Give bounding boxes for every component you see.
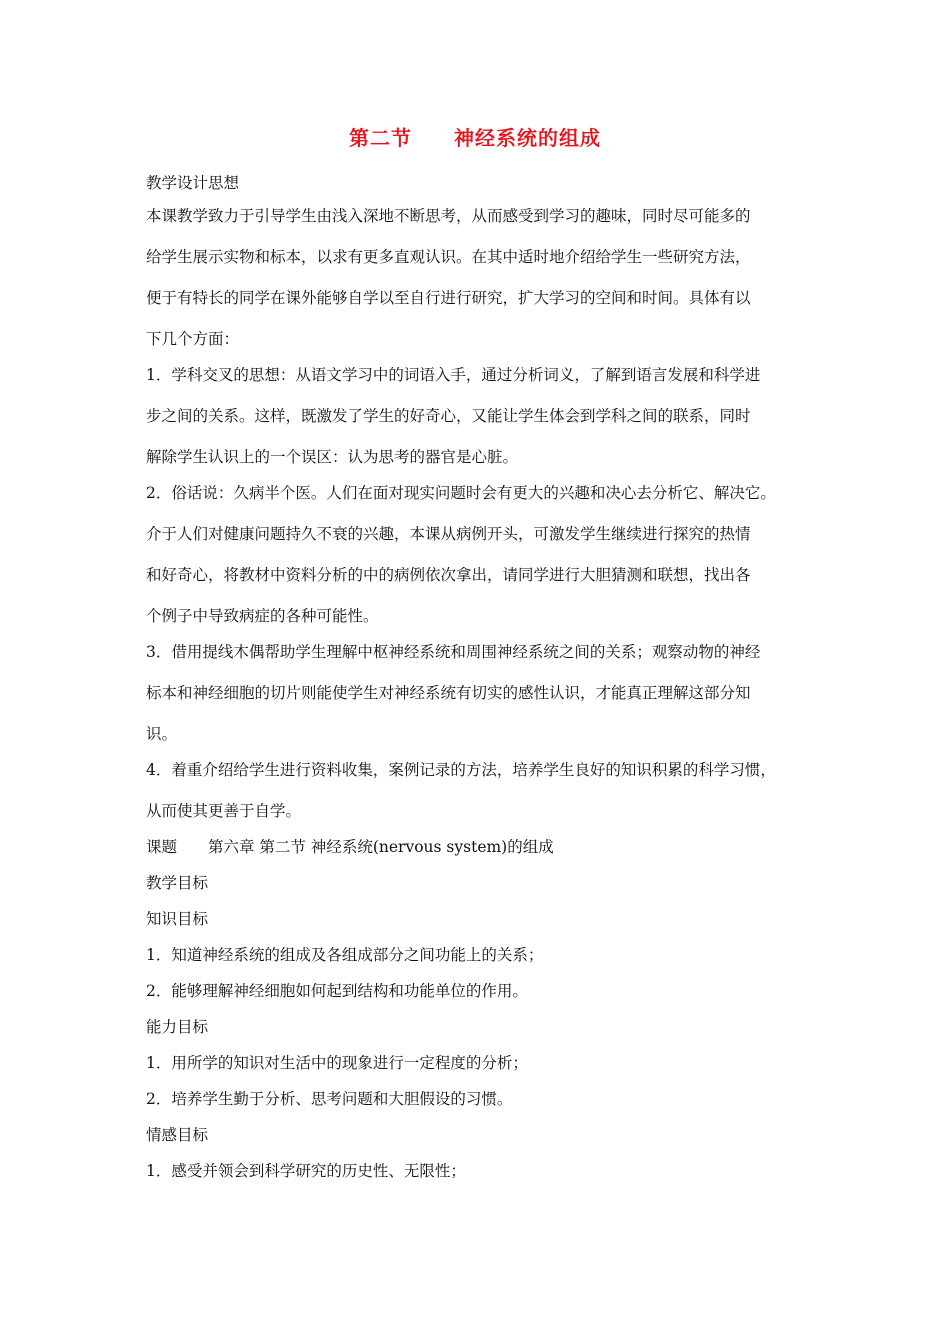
intro-line: 便于有特长的同学在课外能够自学以至自行进行研究，扩大学习的空间和时间。具体有以 xyxy=(146,289,751,307)
topic-line: 课题 第六章 第二节 神经系统(nervous system)的组成 xyxy=(146,838,554,856)
ability-heading: 能力目标 xyxy=(146,1018,209,1036)
point4-line: 从而使其更善于自学。 xyxy=(146,802,302,820)
goals-heading: 教学目标 xyxy=(146,874,209,892)
point4-line: 4．着重介绍给学生进行资料收集，案例记录的方法，培养学生良好的知识积累的科学习惯， xyxy=(146,761,776,779)
intro-line: 下几个方面： xyxy=(146,330,240,348)
knowledge-item: 1．知道神经系统的组成及各组成部分之间功能上的关系； xyxy=(146,946,544,964)
document-body xyxy=(146,170,816,1194)
ability-item: 1．用所学的知识对生活中的现象进行一定程度的分析； xyxy=(146,1054,528,1072)
point3-line: 标本和神经细胞的切片则能使学生对神经系统有切实的感性认识，才能真正理解这部分知 xyxy=(146,684,751,702)
point3-line: 识。 xyxy=(146,725,178,743)
point1-line: 解除学生认识上的一个误区：认为思考的器官是心脏。 xyxy=(146,448,519,466)
design-heading: 教学设计思想 xyxy=(146,174,240,192)
emotion-item: 1．感受并领会到科学研究的历史性、无限性； xyxy=(146,1162,466,1180)
emotion-heading: 情感目标 xyxy=(146,1126,209,1144)
intro-line: 本课教学致力于引导学生由浅入深地不断思考，从而感受到学习的趣味，同时尽可能多的 xyxy=(146,207,751,225)
point1-line: 1．学科交叉的思想：从语文学习中的词语入手，通过分析词义，了解到语言发展和科学进 xyxy=(146,366,761,384)
page-title: 第二节 神经系统的组成 xyxy=(349,126,601,150)
ability-item: 2．培养学生勤于分析、思考问题和大胆假设的习惯。 xyxy=(146,1090,513,1108)
point2-line: 和好奇心，将教材中资料分析的中的病例依次拿出，请同学进行大胆猜测和联想，找出各 xyxy=(146,566,751,584)
knowledge-heading: 知识目标 xyxy=(146,910,209,928)
knowledge-item: 2．能够理解神经细胞如何起到结构和功能单位的作用。 xyxy=(146,982,528,1000)
point2-line: 2．俗话说：久病半个医。人们在面对现实问题时会有更大的兴趣和决心去分析它、解决它。 xyxy=(146,484,776,502)
point2-line: 介于人们对健康问题持久不衰的兴趣，本课从病例开头，可激发学生继续进行探究的热情 xyxy=(146,525,751,543)
point2-line: 个例子中导致病症的各种可能性。 xyxy=(146,607,379,625)
point3-line: 3．借用提线木偶帮助学生理解中枢神经系统和周围神经系统之间的关系；观察动物的神经 xyxy=(146,643,761,661)
intro-line: 给学生展示实物和标本，以求有更多直观认识。在其中适时地介绍给学生一些研究方法， xyxy=(146,248,751,266)
point1-line: 步之间的关系。这样，既激发了学生的好奇心，又能让学生体会到学科之间的联系，同时 xyxy=(146,407,751,425)
